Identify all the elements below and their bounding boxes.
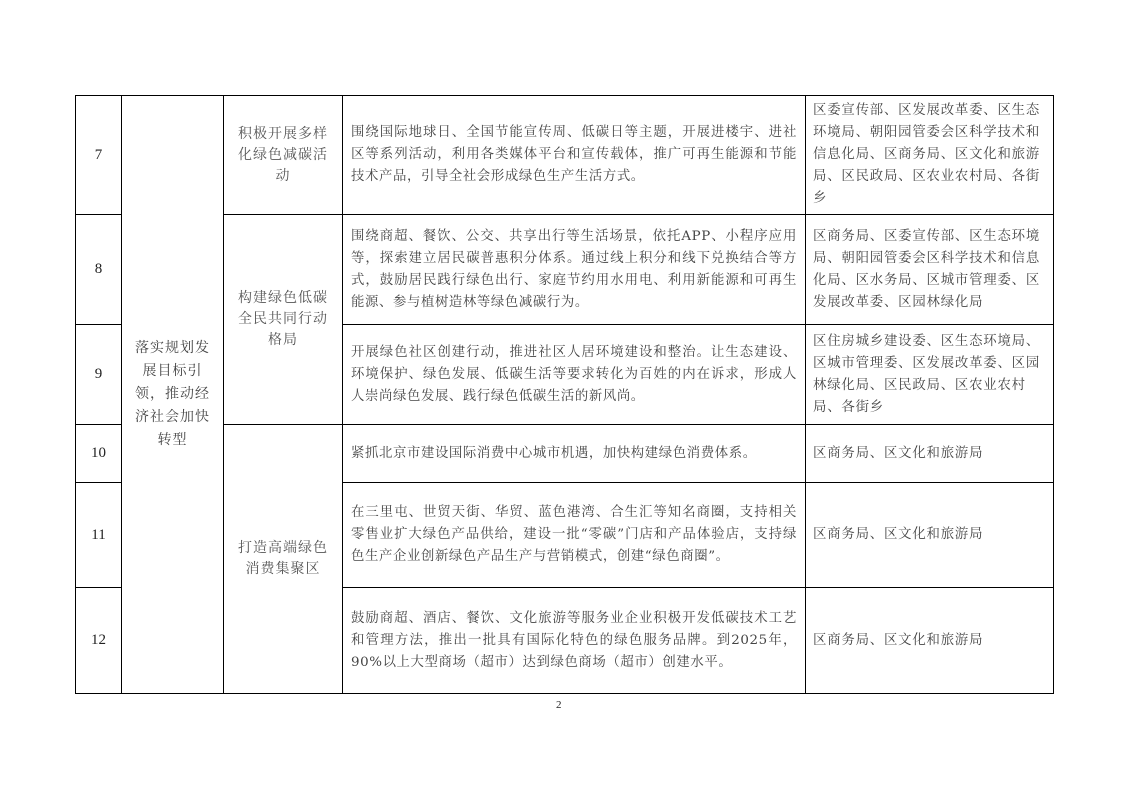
row-number: 9	[76, 325, 122, 425]
task-cell: 积极开展多样化绿色减碳活动	[224, 96, 343, 215]
department-cell: 区委宣传部、区发展改革委、区生态环境局、朝阳园管委会区科学技术和信息化局、区商务局、区文化和旅游局、区民政局、区农业农村局、各街乡	[806, 96, 1054, 215]
row-number: 7	[76, 96, 122, 215]
action-plan-table	[75, 95, 1054, 694]
row-number: 10	[76, 425, 122, 483]
description-cell: 鼓励商超、酒店、餐饮、文化旅游等服务业企业积极开发低碳技术工艺和管理方法，推出一批具有国际化特色的绿色服务品牌。到2025年，90%以上大型商场（超市）达到绿色商场（超市）创建水平。	[343, 588, 806, 694]
description-cell: 在三里屯、世贸天街、华贸、蓝色港湾、合生汇等知名商圈，支持相关零售业扩大绿色产品供给，建设一批“零碳”门店和产品体验店，支持绿色生产企业创新绿色产品生产与营销模式，创建“绿色商圈”。	[343, 483, 806, 588]
department-cell: 区商务局、区文化和旅游局	[806, 483, 1054, 588]
page-number: 2	[556, 699, 562, 711]
department-cell: 区住房城乡建设委、区生态环境局、区城市管理委、区发展改革委、区园林绿化局、区民政局、区农业农村局、各街乡	[806, 325, 1054, 425]
row-number: 8	[76, 215, 122, 325]
task-cell: 构建绿色低碳全民共同行动格局	[224, 215, 343, 425]
task-cell: 打造高端绿色消费集聚区	[224, 425, 343, 694]
description-cell: 围绕商超、餐饮、公交、共享出行等生活场景，依托APP、小程序应用等，探索建立居民碳普惠积分体系。通过线上积分和线下兑换结合等方式，鼓励居民践行绿色出行、家庭节约用水用电、利用新能源和可再生能源、参与植树造林等绿色减碳行为。	[343, 215, 806, 325]
department-cell: 区商务局、区委宣传部、区生态环境局、朝阳园管委会区科学技术和信息化局、区水务局、区城市管理委、区发展改革委、区园林绿化局	[806, 215, 1054, 325]
description-cell: 围绕国际地球日、全国节能宣传周、低碳日等主题，开展进楼宇、进社区等系列活动，利用各类媒体平台和宣传载体，推广可再生能源和节能技术产品，引导全社会形成绿色生产生活方式。	[343, 96, 806, 215]
row-number: 12	[76, 588, 122, 694]
table-row	[76, 96, 1054, 215]
department-cell: 区商务局、区文化和旅游局	[806, 588, 1054, 694]
category-cell: 落实规划发展目标引领，推动经济社会加快转型	[122, 96, 224, 694]
department-cell: 区商务局、区文化和旅游局	[806, 425, 1054, 483]
description-cell: 开展绿色社区创建行动，推进社区人居环境建设和整治。让生态建设、环境保护、绿色发展、低碳生活等要求转化为百姓的内在诉求，形成人人崇尚绿色发展、践行绿色低碳生活的新风尚。	[343, 325, 806, 425]
description-cell: 紧抓北京市建设国际消费中心城市机遇，加快构建绿色消费体系。	[343, 425, 806, 483]
row-number: 11	[76, 483, 122, 588]
